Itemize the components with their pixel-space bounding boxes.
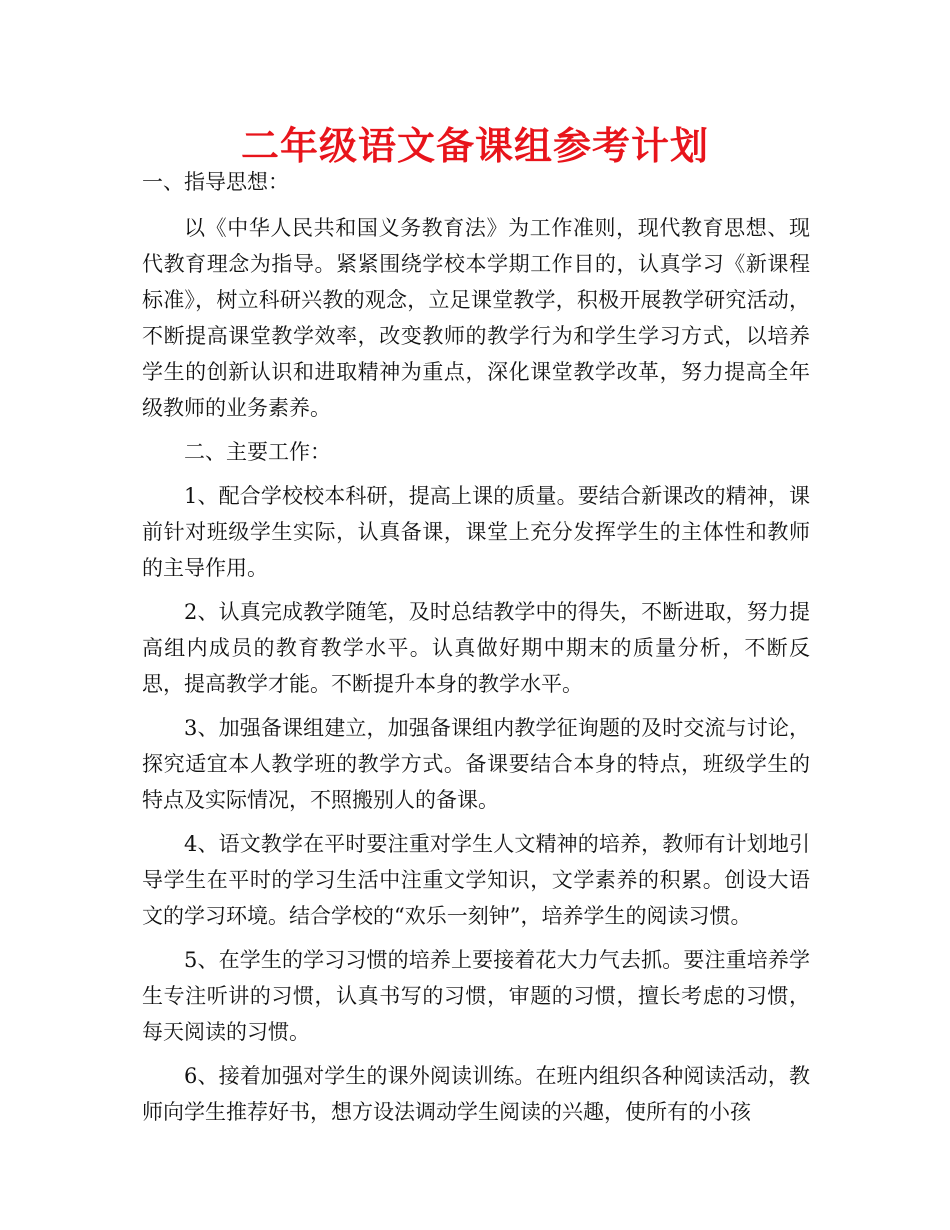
section-heading-guiding-thought: 一、指导思想： xyxy=(142,170,289,194)
document-title: 二年级语文备课组参考计划 xyxy=(240,124,709,168)
paragraph-guiding-thought: 以《中华人民共和国义务教育法》为工作准则，现代教育思想、现代教育理念为指导。紧紧围绕学校本学期工作目的，认真学习《新课程标准》，树立科研兴教的观念，立足课堂教学，积极开展教学研究活动，不断提高课堂教学效率，改变教师的教学行为和学生学习方式，以培养学生的创新认识和进取精神为重点，深化课堂教学改革，努力提高全年级教师的业务素养。 xyxy=(142,216,810,420)
work-item-6: 6、接着加强对学生的课外阅读训练。在班内组织各种阅读活动，教师向学生推荐好书，想方设法调动学生阅读的兴趣，使所有的小孩 xyxy=(142,1064,810,1124)
work-item-5: 5、在学生的学习习惯的培养上要接着花大力气去抓。要注重培养学生专注听讲的习惯，认真书写的习惯，审题的习惯，擅长考虑的习惯，每天阅读的习惯。 xyxy=(142,948,810,1044)
document-body xyxy=(142,164,810,1138)
work-item-4: 4、语文教学在平时要注重对学生人文精神的培养，教师有计划地引导学生在平时的学习生活中注重文学知识，文学素养的积累。创设大语文的学习环境。结合学校的“欢乐一刻钟”，培养学生的阅读习惯。 xyxy=(142,832,810,928)
section-heading-main-work: 二、主要工作： xyxy=(184,440,331,464)
work-item-3: 3、加强备课组建立，加强备课组内教学征询题的及时交流与讨论，探究适宜本人教学班的教学方式。备课要结合本身的特点，班级学生的特点及实际情况，不照搬别人的备课。 xyxy=(142,716,810,812)
work-item-2: 2、认真完成教学随笔，及时总结教学中的得失，不断进取，努力提高组内成员的教育教学水平。认真做好期中期末的质量分析，不断反思，提高教学才能。不断提升本身的教学水平。 xyxy=(142,600,810,696)
work-item-1: 1、配合学校校本科研，提高上课的质量。要结合新课改的精神，课前针对班级学生实际，认真备课，课堂上充分发挥学生的主体性和教师的主导作用。 xyxy=(142,484,810,580)
